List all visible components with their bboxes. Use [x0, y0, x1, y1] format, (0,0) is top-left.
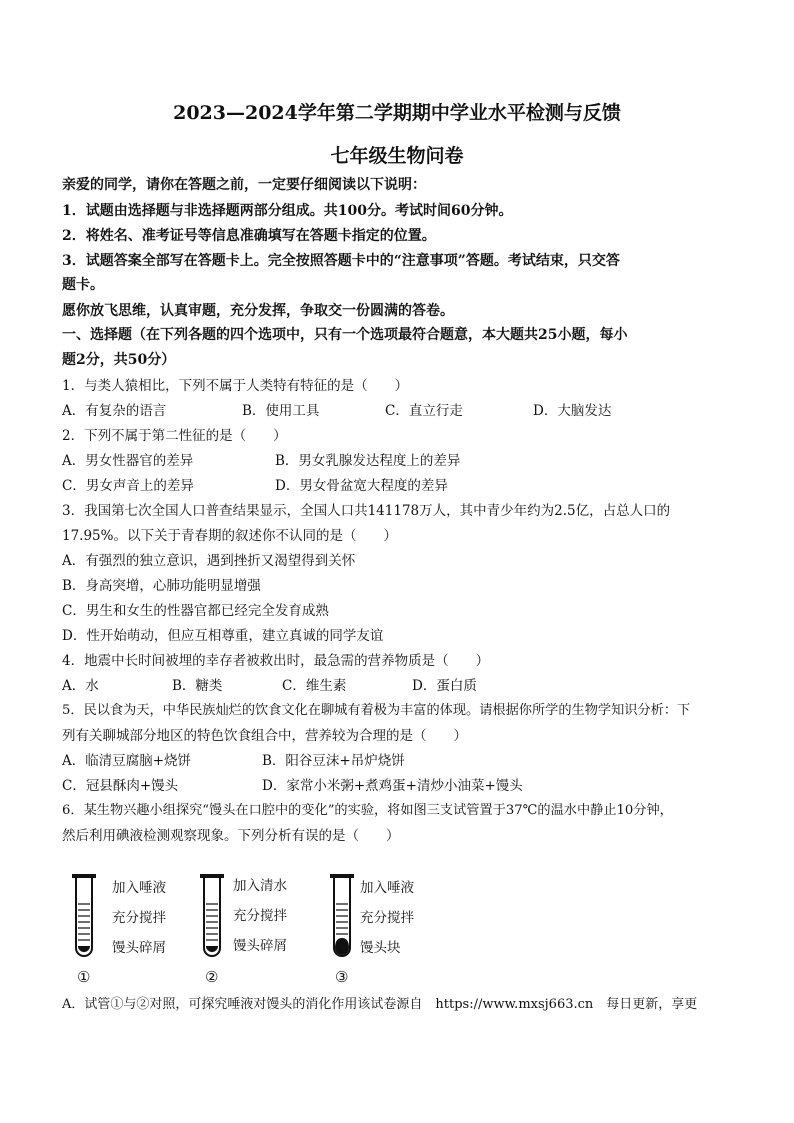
question-2-option-a: A．男女性器官的差异	[62, 453, 194, 469]
question-3-option-c: C．男生和女生的性器官都已经完全发育成熟	[62, 603, 329, 619]
section-heading-cont: 题2分，共50分）	[62, 352, 176, 368]
question-5-option-c: C．冠县酥肉+馒头	[62, 778, 179, 794]
question-3-option-a: A．有强烈的独立意识，遇到挫折又渴望得到关怀	[62, 553, 356, 569]
question-1-stem: 1．与类人猿相比，下列不属于人类特有特征的是（ ）	[62, 378, 409, 394]
test-tube-3-icon	[330, 874, 354, 962]
question-3-option-b: B．身高突增，心肺功能明显增强	[62, 578, 261, 594]
tube-2-label-1: 加入清水	[233, 878, 287, 894]
question-1-option-c: C．直立行走	[385, 403, 463, 419]
question-6-option-a: A．试管①与②对照，可探究唾液对馒头的消化作用该试卷源自 https://www.mxsj663.cn 每日更新，享更	[62, 997, 698, 1012]
question-6-stem-cont: 然后利用碘液检测观察现象。下列分析有误的是（ ）	[62, 828, 400, 844]
tube-3-label-3: 馒头块	[360, 940, 401, 956]
tube-3-number: ③	[335, 968, 349, 986]
notice-wish: 愿你放飞思维，认真审题，充分发挥，争取交一份圆满的答卷。	[62, 303, 454, 319]
test-tube-figure	[60, 862, 480, 990]
question-1-option-b: B．使用工具	[242, 403, 320, 419]
tube-3-label-1: 加入唾液	[360, 880, 414, 896]
tube-1-label-1: 加入唾液	[112, 880, 166, 896]
question-3-stem-cont: 17.95%。以下关于青春期的叙述你不认同的是（ ）	[62, 528, 397, 544]
question-2-stem: 2．下列不属于第二性征的是（ ）	[62, 428, 287, 444]
tube-1-label-2: 充分搅拌	[112, 910, 166, 926]
question-4-option-d: D．蛋白质	[412, 678, 477, 694]
tube-2-label-2: 充分搅拌	[233, 908, 287, 924]
question-2-option-d: D．男女骨盆宽大程度的差异	[275, 478, 448, 494]
question-5-option-a: A．临清豆腐脑+烧饼	[62, 753, 192, 769]
notice-item-1: 1．试题由选择题与非选择题两部分组成。共100分。考试时间60分钟。	[62, 203, 513, 219]
question-5-option-b: B．阳谷豆沫+吊炉烧饼	[262, 753, 405, 769]
page-title: 2023—2024学年第二学期期中学业水平检测与反馈	[173, 102, 621, 124]
question-2-option-b: B．男女乳腺发达程度上的差异	[275, 453, 461, 469]
question-5-stem-cont: 列有关聊城部分地区的特色饮食组合中，营养较为合理的是（ ）	[62, 728, 467, 744]
question-3-stem: 3．我国第七次全国人口普查结果显示，全国人口共141178万人，其中青少年约为2.5亿，占总人口的	[62, 503, 671, 519]
question-6-stem: 6．某生物兴趣小组探究“馒头在口腔中的变化”的实验，将如图三支试管置于37℃的温水中静止10分钟，	[62, 803, 673, 818]
question-2-option-c: C．男女声音上的差异	[62, 478, 194, 494]
question-3-option-d: D．性开始萌动，但应互相尊重，建立真诚的同学友谊	[62, 628, 384, 644]
notice-item-2: 2．将姓名、准考证号等信息准确填写在答题卡指定的位置。	[62, 228, 436, 244]
question-1-option-a: A．有复杂的语言	[62, 403, 167, 419]
notice-item-3b: 题卡。	[62, 277, 104, 293]
section-heading: 一、选择题（在下列各题的四个选项中，只有一个选项最符合题意，本大题共25小题，每小	[62, 327, 628, 343]
question-4-option-b: B．糖类	[172, 678, 223, 694]
test-tube-2-icon	[200, 874, 224, 962]
tube-1-number: ①	[77, 968, 91, 986]
question-5-stem: 5．民以食为天，中华民族灿烂的饮食文化在聊城有着极为丰富的体现。请根据你所学的生物学知识分析：下	[62, 703, 691, 718]
question-1-option-d: D．大脑发达	[533, 403, 612, 419]
question-4-stem: 4．地震中长时间被埋的幸存者被救出时，最急需的营养物质是（ ）	[62, 653, 490, 669]
tube-1-label-3: 馒头碎屑	[112, 940, 166, 956]
tube-2-number: ②	[205, 968, 219, 986]
notice-item-3a: 3．试题答案全部写在答题卡上。完全按照答题卡中的“注意事项”答题。考试结束，只交答	[62, 253, 620, 269]
tube-2-label-3: 馒头碎屑	[233, 938, 287, 954]
question-4-option-a: A．水	[62, 678, 99, 694]
test-tube-1-icon	[72, 874, 96, 962]
tube-3-label-2: 充分搅拌	[360, 910, 414, 926]
notice-greeting: 亲爱的同学，请你在答题之前，一定要仔细阅读以下说明：	[62, 177, 426, 193]
question-5-option-d: D．家常小米粥+煮鸡蛋+清炒小油菜+馒头	[262, 778, 523, 794]
question-4-option-c: C．维生素	[282, 678, 347, 694]
page-subtitle: 七年级生物问卷	[330, 145, 464, 167]
